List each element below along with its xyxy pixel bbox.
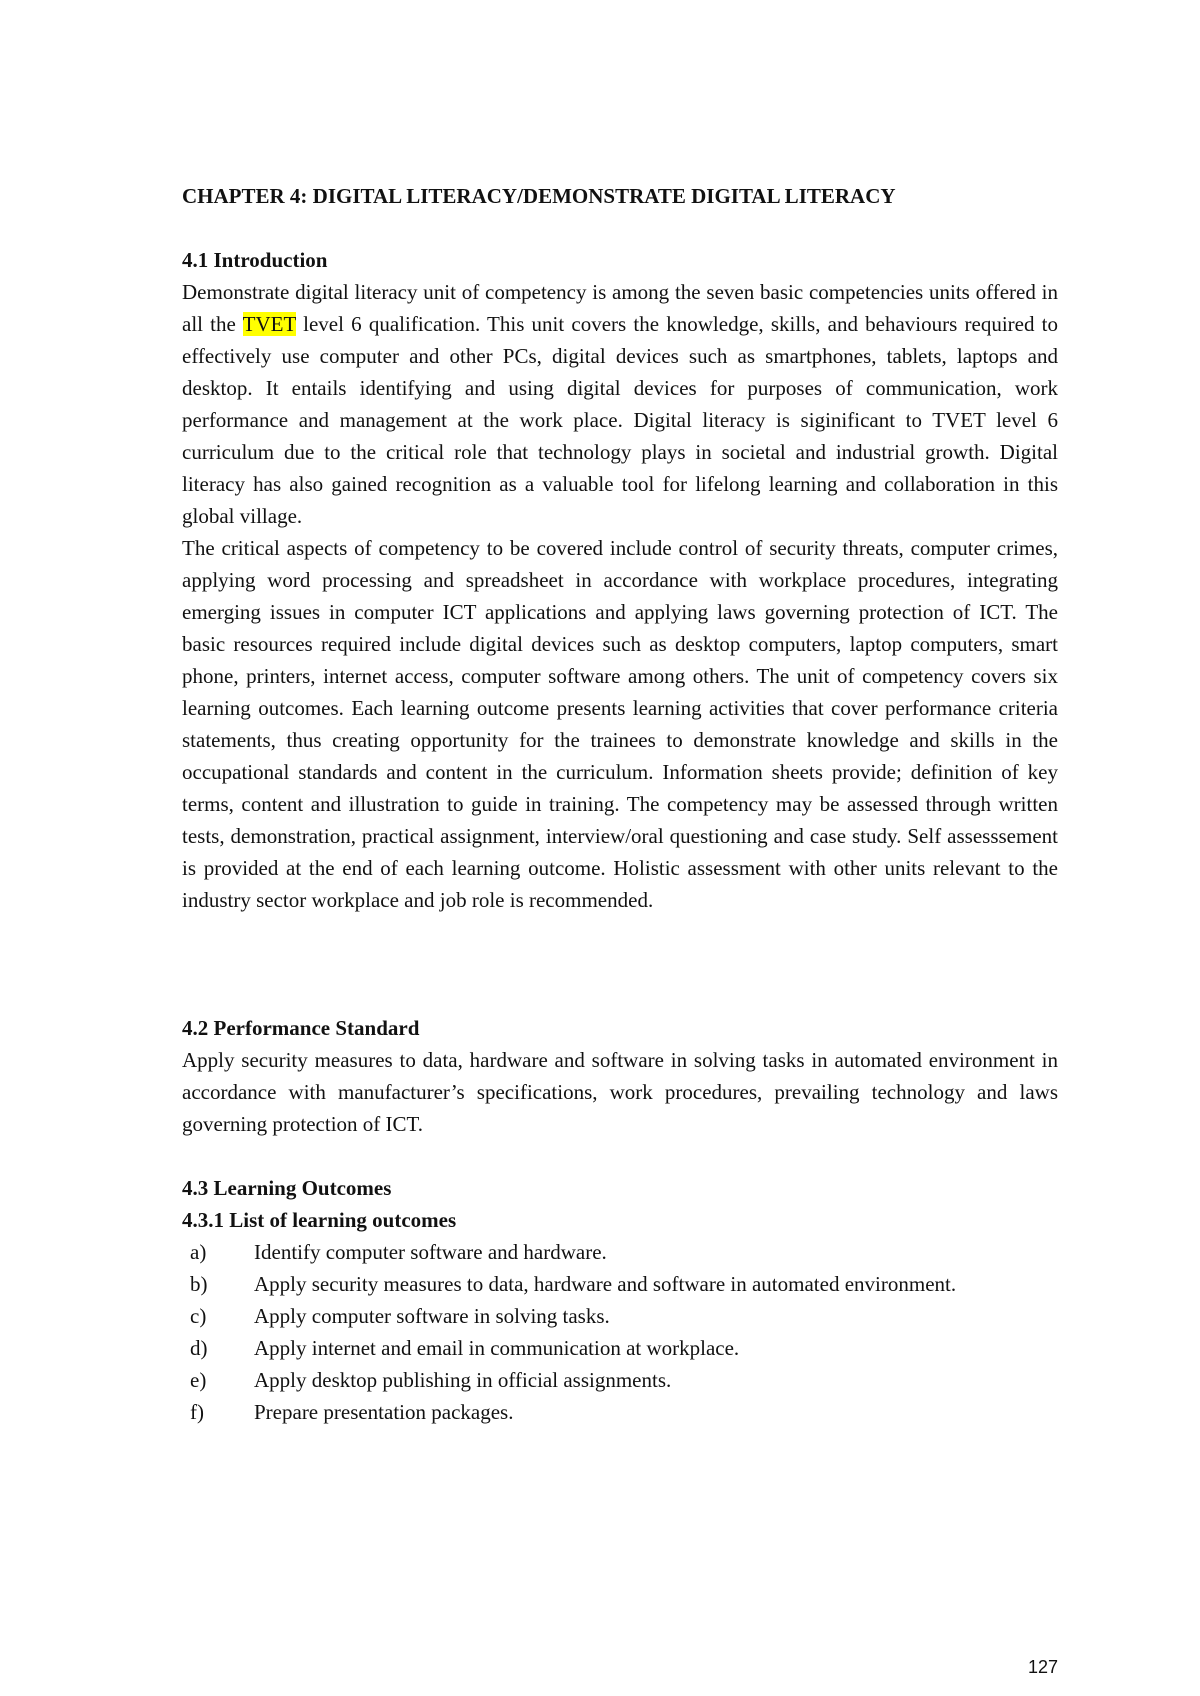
list-item-letter: d) (190, 1336, 208, 1360)
list-item (182, 1300, 1058, 1332)
list-item-text: Apply computer software in solving tasks. (254, 1304, 610, 1328)
page-number: 127 (1027, 1657, 1058, 1677)
list-item (182, 1364, 1058, 1396)
intro-text-after: level 6 qualification. This unit covers the knowledge, skills, and behaviours required to effectively use computer and other PCs, digital devices such as smartphones, tablets, laptops and desktop. It entails identifying and using digital devices for purposes of communication, work performance and management at the work place. Digital literacy is siginificant to TVET level 6 curriculum due to the critical role that technology plays in societal and industrial growth. Digital literacy has also gained recognition as a valuable tool for lifelong learning and collaboration in this global village. (182, 312, 1058, 528)
list-item-letter: c) (190, 1304, 207, 1328)
list-item-text: Prepare presentation packages. (254, 1400, 514, 1424)
intro-paragraph-1 (182, 276, 1058, 532)
performance-text: Apply security measures to data, hardware and software in solving tasks in automated environment in accordance with manufacturer’s specifications, work procedures, prevailing technology and laws governing protection of ICT. (182, 1048, 1058, 1136)
list-item (182, 1236, 1058, 1268)
list-item-letter: a) (190, 1240, 207, 1264)
learning-outcomes-list (182, 1236, 1058, 1428)
list-item-text: Apply internet and email in communication at workplace. (254, 1336, 740, 1360)
list-item-letter: e) (190, 1368, 207, 1392)
performance-heading: 4.2 Performance Standard (182, 1016, 420, 1040)
list-item-letter: b) (190, 1272, 208, 1296)
list-item (182, 1332, 1058, 1364)
list-item (182, 1396, 1058, 1428)
outcomes-subheading: 4.3.1 List of learning outcomes (182, 1208, 457, 1232)
intro-paragraph-2-text: The critical aspects of competency to be covered include control of security threats, computer crimes, applying word processing and spreadsheet in accordance with workplace procedures, integrating emerging issues in computer ICT applications and applying laws governing protection of ICT. The basic resources required include digital devices such as desktop computers, laptop computers, smart phone, printers, internet access, computer software among others. The unit of competency covers six learning outcomes. Each learning outcome presents learning activities that cover performance criteria statements, thus creating opportunity for the trainees to demonstrate knowledge and skills in the occupational standards and content in the curriculum. Information sheets provide; definition of key terms, content and illustration to guide in training. The competency may be assessed through written tests, demonstration, practical assignment, interview/oral questioning and case study. Self assesssement is provided at the end of each learning outcome. Holistic assessment with other units relevant to the industry sector workplace and job role is recommended. (182, 536, 1058, 912)
document-page (182, 0, 1058, 1696)
list-item (182, 1268, 1058, 1300)
list-item-letter: f) (190, 1400, 204, 1424)
performance-paragraph (182, 1044, 1058, 1140)
intro-paragraph-2 (182, 532, 1058, 916)
list-item-text: Apply security measures to data, hardware and software in automated environment. (254, 1272, 957, 1296)
intro-text-before: Demonstrate digital literacy unit of competency is among the seven basic competencies units offered in all the (182, 280, 1058, 336)
chapter-title: CHAPTER 4: DIGITAL LITERACY/DEMONSTRATE DIGITAL LITERACY (182, 184, 896, 208)
intro-heading: 4.1 Introduction (182, 248, 328, 272)
list-item-text: Apply desktop publishing in official assignments. (254, 1368, 672, 1392)
list-item-text: Identify computer software and hardware. (254, 1240, 607, 1264)
highlighted-term: TVET (242, 312, 296, 336)
outcomes-heading: 4.3 Learning Outcomes (182, 1176, 392, 1200)
